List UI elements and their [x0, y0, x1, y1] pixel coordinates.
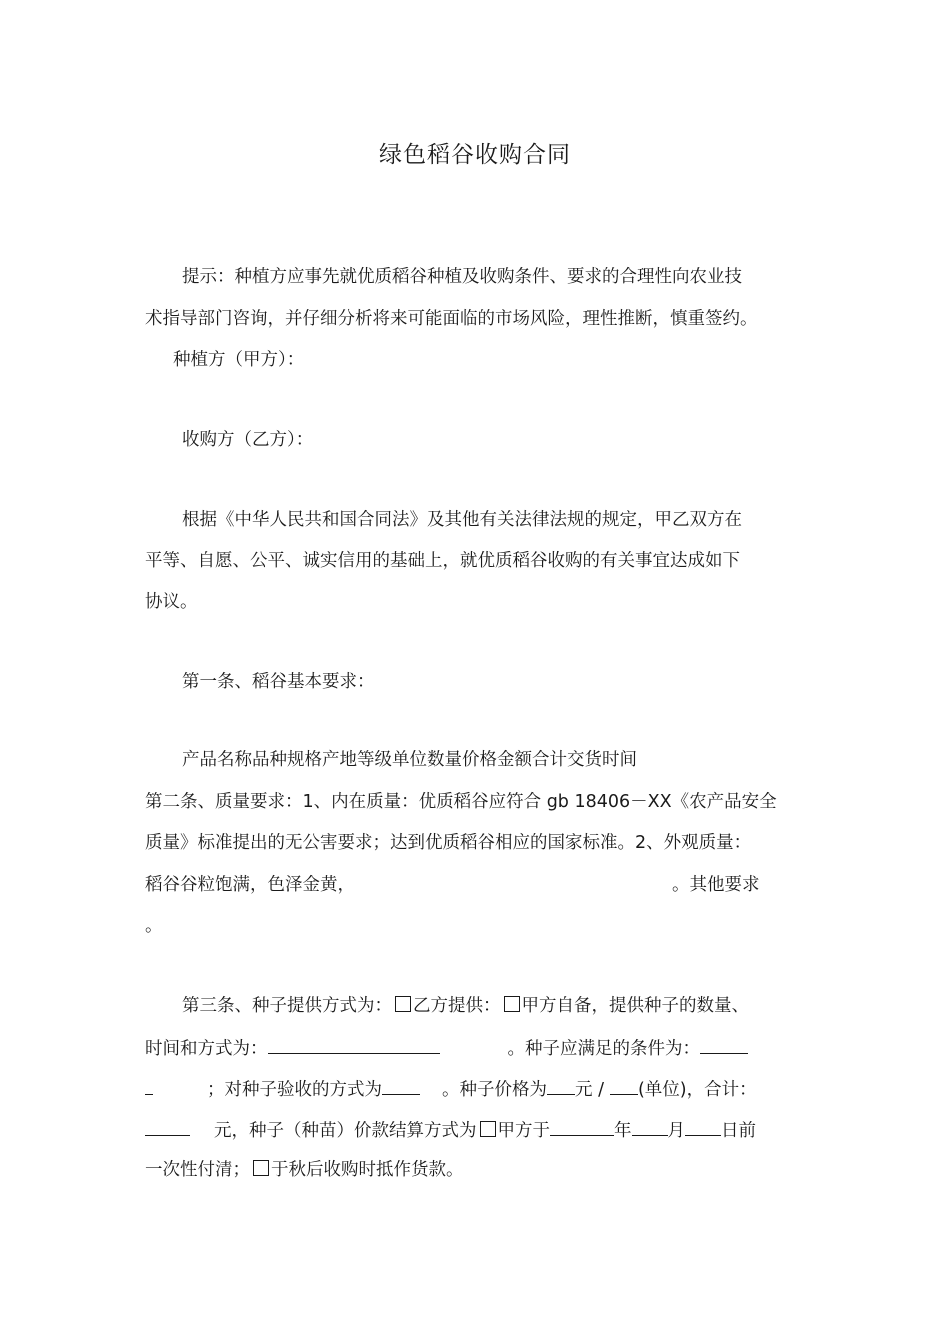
party-a-label: 种植方（甲方）： [173, 350, 305, 370]
tip-line-1: 提示：种植方应事先就优质稻谷种植及收购条件、要求的合理性向农业技 [182, 267, 742, 287]
article-1-heading: 第一条、稻谷基本要求： [182, 672, 375, 692]
year-blank[interactable] [550, 1117, 614, 1136]
day-label: 日前 [721, 1121, 756, 1141]
seed-supply-label: 第三条、种子提供方式为： [182, 996, 392, 1016]
seed-condition-label: 。种子应满足的条件为： [507, 1039, 700, 1059]
article-1-columns: 产品名称品种规格产地等级单位数量价格金额合计交货时间 [182, 750, 637, 770]
checkbox-offset[interactable] [253, 1160, 269, 1176]
settlement-label: 元，种子（种苗）价款结算方式为 [214, 1121, 477, 1141]
document-title: 绿色稻谷收购合同 [379, 142, 571, 168]
seed-condition-blank-cont[interactable] [145, 1076, 153, 1095]
article-2-line-4: 。 [145, 916, 163, 936]
article-3-line-3 [145, 1076, 757, 1102]
option-b-supply: 乙方提供： [413, 996, 501, 1016]
basis-line-3: 协议。 [145, 592, 198, 612]
total-blank[interactable] [145, 1117, 190, 1136]
checkbox-b-supply[interactable] [395, 996, 411, 1012]
appearance-text: 稻谷谷粒饱满，色泽金黄， [145, 875, 355, 895]
party-a-before-label: 甲方于 [497, 1121, 550, 1141]
article-2-line-2: 质量》标准提出的无公害要求；达到优质稻谷相应的国家标准。2、外观质量： [145, 833, 752, 853]
unit-blank[interactable] [610, 1076, 638, 1095]
article-2-line-1: 第二条、质量要求：1、内在质量：优质稻谷应符合 gb 18406－XX《农产品安全 [145, 792, 777, 812]
year-label: 年 [614, 1121, 632, 1141]
article-3-line-2 [145, 1035, 748, 1061]
month-blank[interactable] [632, 1117, 668, 1136]
article-3-line-4 [145, 1117, 756, 1143]
checkbox-one-time[interactable] [480, 1121, 496, 1137]
total-label: (单位)，合计： [637, 1080, 757, 1100]
seed-price-blank[interactable] [547, 1076, 575, 1095]
article-2-line-3 [145, 873, 760, 897]
yuan-per-label: 元 / [575, 1080, 604, 1100]
one-time-payment-text: 一次性付清； [145, 1160, 250, 1180]
day-blank[interactable] [685, 1117, 721, 1136]
offset-payment-text: 于秋后收购时抵作货款。 [271, 1160, 464, 1180]
article-3-line-5 [145, 1158, 464, 1182]
seed-method-blank[interactable] [268, 1035, 440, 1054]
acceptance-label: ；对种子验收的方式为 [207, 1080, 382, 1100]
month-label: 月 [667, 1121, 685, 1141]
seed-price-label: 。种子价格为 [442, 1080, 547, 1100]
party-b-label: 收购方（乙方）： [182, 430, 314, 450]
acceptance-blank[interactable] [382, 1076, 420, 1095]
option-a-self: 甲方自备，提供种子的数量、 [521, 996, 749, 1016]
basis-line-1: 根据《中华人民共和国合同法》及其他有关法律法规的规定，甲乙双方在 [182, 510, 742, 530]
checkbox-a-self[interactable] [504, 996, 520, 1012]
seed-method-label: 时间和方式为： [145, 1039, 268, 1059]
other-requirements-label: 。其他要求 [672, 875, 760, 895]
tip-line-2: 术指导部门咨询，并仔细分析将来可能面临的市场风险，理性推断，慎重签约。 [145, 309, 758, 329]
basis-line-2: 平等、自愿、公平、诚实信用的基础上，就优质稻谷收购的有关事宜达成如下 [145, 551, 740, 571]
seed-condition-blank[interactable] [700, 1035, 748, 1054]
article-3-line-1 [182, 994, 749, 1018]
